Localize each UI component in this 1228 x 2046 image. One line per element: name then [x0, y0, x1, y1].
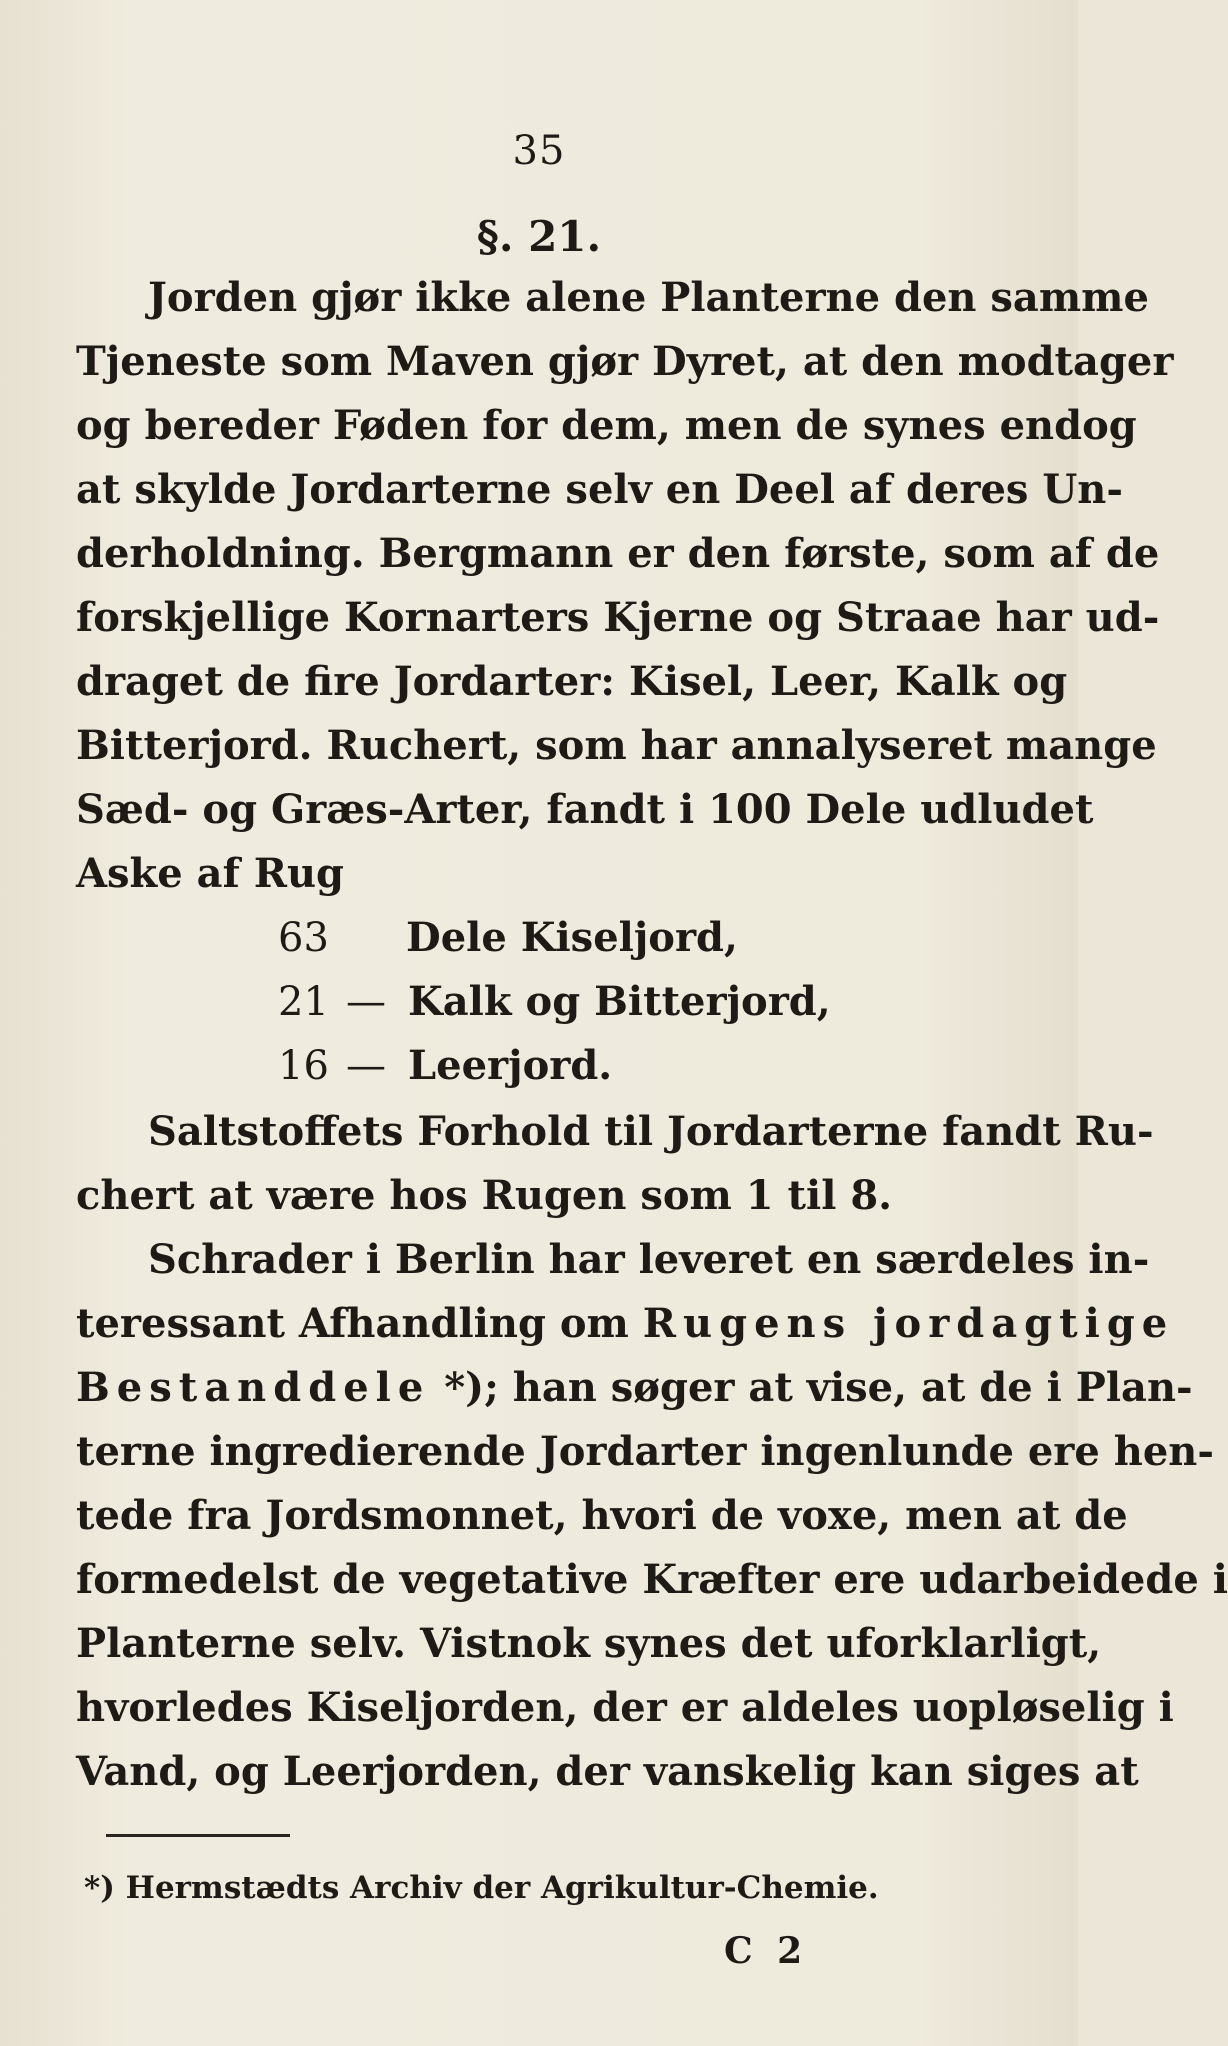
text-line: Schrader i Berlin har leveret en særdeles in- [148, 1236, 1150, 1283]
text-line: og bereder Føden for dem, men de synes endog [76, 402, 1137, 449]
composition-ditto: — [346, 979, 386, 1025]
composition-ditto: — [346, 1043, 386, 1089]
text-line: derholdning. Bergmann er den første, som af de [76, 530, 1160, 577]
signature-mark: C 2 [724, 1930, 809, 1972]
text-line: Tjeneste som Maven gjør Dyret, at den modtager [76, 338, 1174, 385]
text-segment: teressant Afhandling om [76, 1300, 629, 1347]
text-line: draget de fire Jordarter: Kisel, Leer, Kalk og [76, 658, 1068, 705]
text-line: Planterne selv. Vistnok synes det uforklarligt, [76, 1620, 1102, 1667]
text-line: Jorden gjør ikke alene Planterne den samme [148, 274, 1149, 321]
composition-amount: 16 [278, 1043, 329, 1089]
text-line [76, 1360, 1193, 1416]
text-line: terne ingredierende Jordarter ingenlunde ere hen- [76, 1428, 1214, 1475]
footnote-divider [106, 1834, 290, 1837]
composition-row [278, 1038, 612, 1094]
section-heading: §. 21. [476, 212, 602, 261]
text-segment: *); han søger at vise, at de i Plan- [444, 1364, 1193, 1411]
text-line: Bitterjord. Ruchert, som har annalyseret mange [76, 722, 1157, 769]
spaced-emphasis: Bestanddele [76, 1364, 431, 1411]
text-line: tede fra Jordsmonnet, hvori de voxe, men at de [76, 1492, 1128, 1539]
page-number: 35 [512, 128, 566, 174]
footnote: *) Hermstædts Archiv der Agrikultur-Chemie. [84, 1870, 879, 1906]
spaced-emphasis: Rugens jordagtige [642, 1300, 1175, 1347]
text-line: at skylde Jordarterne selv en Deel af deres Un- [76, 466, 1123, 513]
text-line: chert at være hos Rugen som 1 til 8. [76, 1172, 893, 1219]
text-line: hvorledes Kiseljorden, der er aldeles uopløselig i [76, 1684, 1174, 1731]
text-line: Sæd- og Græs-Arter, fandt i 100 Dele udludet [76, 786, 1094, 833]
text-line: forskjellige Kornarters Kjerne og Straae har ud- [76, 594, 1160, 641]
composition-amount: 21 [278, 979, 329, 1025]
composition-label: Leerjord. [408, 1042, 613, 1089]
text-line: formedelst de vegetative Kræfter ere udarbeidede i [76, 1556, 1228, 1603]
text-line: Vand, og Leerjorden, der vanskelig kan siges at [76, 1748, 1139, 1795]
text-line: Aske af Rug [76, 850, 344, 897]
composition-row [278, 910, 738, 966]
composition-amount: 63 [278, 915, 329, 961]
text-line: Saltstoffets Forhold til Jordarterne fandt Ru- [148, 1108, 1154, 1155]
text-line [76, 1296, 1175, 1352]
composition-row [278, 974, 831, 1030]
composition-label: Dele Kiseljord, [406, 914, 738, 961]
composition-label: Kalk og Bitterjord, [408, 978, 831, 1025]
